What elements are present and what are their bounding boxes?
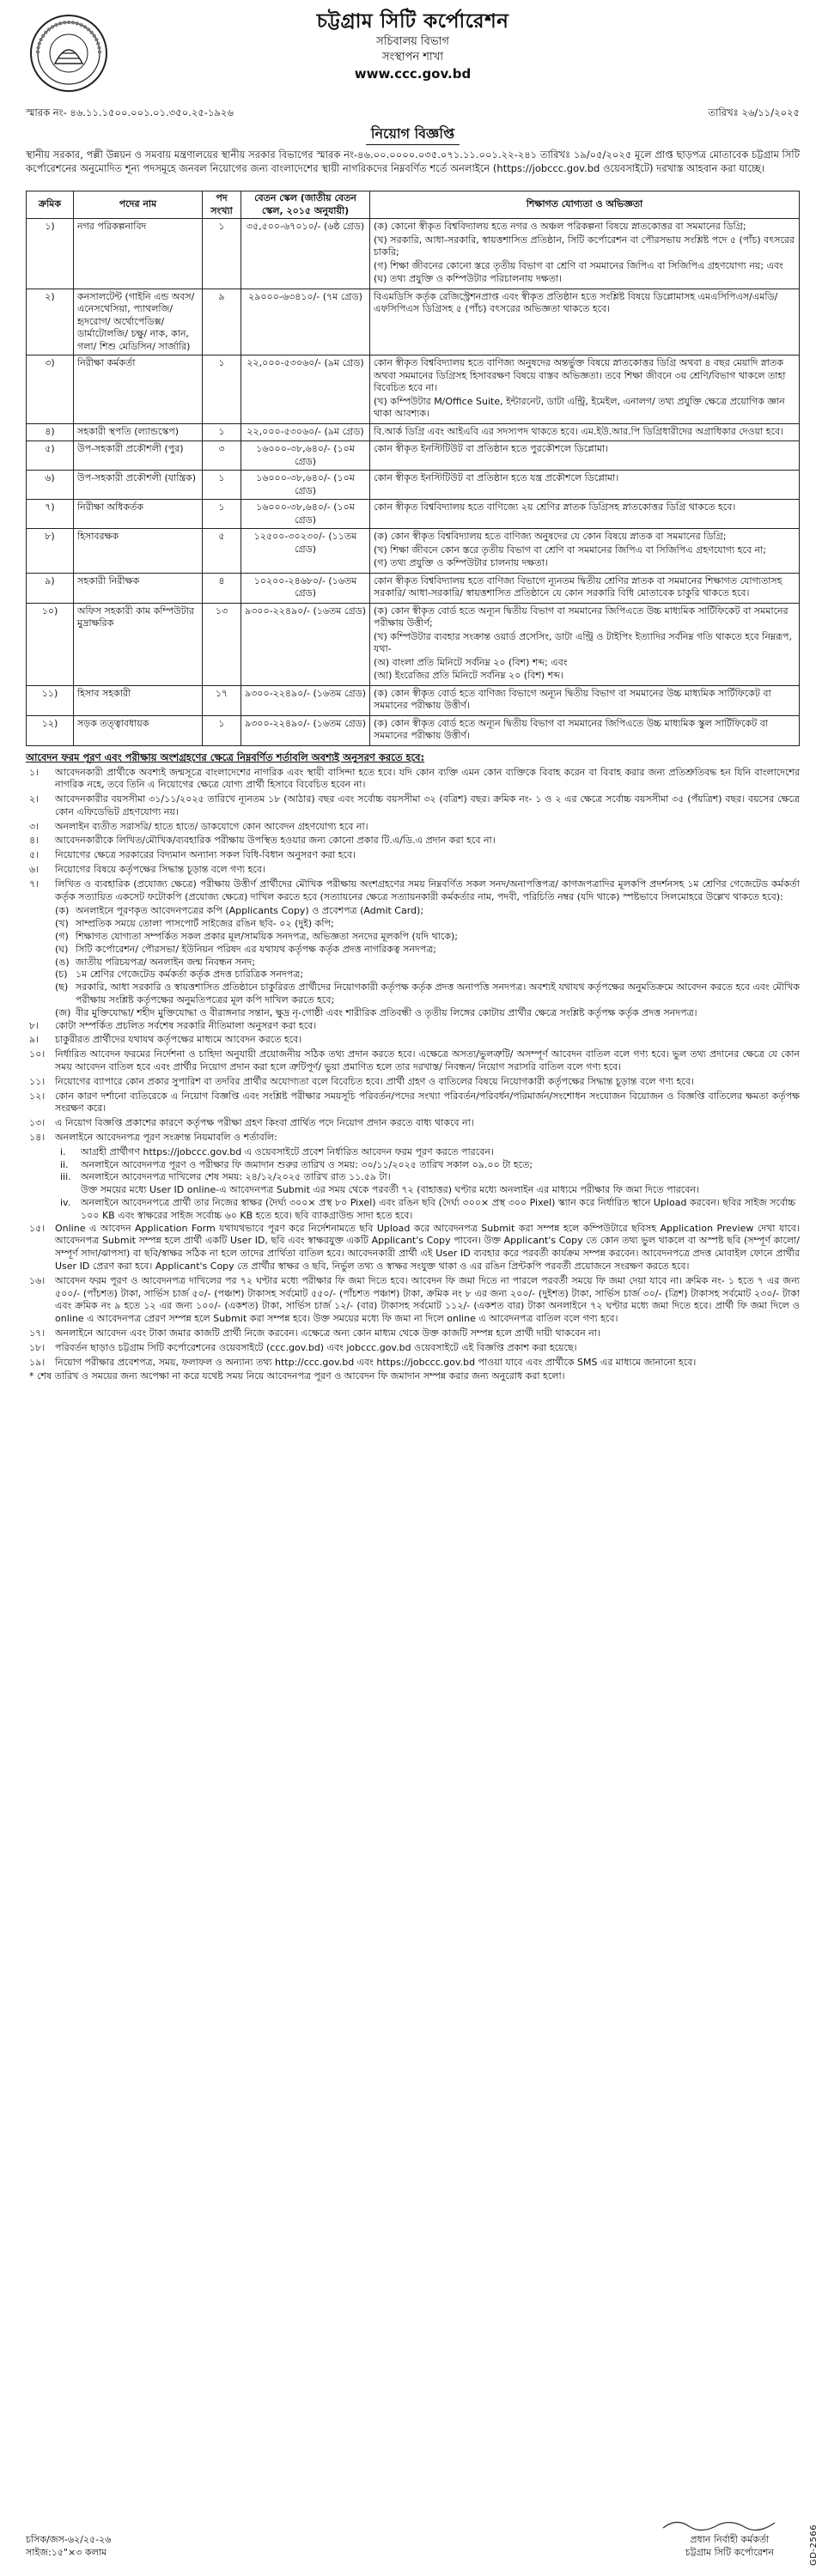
table-header-row	[27, 191, 800, 219]
cell-qualification	[370, 423, 800, 441]
cell-qualification	[370, 685, 800, 715]
department-name: সচিবালয় বিভাগ	[376, 35, 449, 48]
condition-item-text: আবেদনকারী প্রার্থীকে অবশ্যই জন্মসূত্রে বাংলাদেশের নাগরিক এবং স্থায়ী বাসিন্দা হতে হবে। যদি কোন ব্যক্তি এমন কোন ব্যক্তিকে বিবাহ করেন বা বিবাহ করার জন্য প্রতিশ্রুতিবদ্ধ হন যিনি বাংলাদেশের নাগরিক নহে, তবে তিনি এ নিয়োগের ক্ষেত্রে যোগ্য প্রার্থী হিসাবে বিবেচিত হবেন না।	[55, 766, 800, 791]
notice-title: নিয়োগ বিজ্ঞপ্তি	[366, 124, 460, 145]
cell-serial: ১)	[27, 219, 74, 289]
condition-item-text: নিয়োগের বিষয়ে কর্তৃপক্ষের সিদ্ধান্ত চূড়ান্ত বলে গণ্য হবে।	[55, 864, 265, 876]
qualification-line: বি.আর্ক ডিগ্রি এবং আইএবি এর সদস্যপদ থাকতে হবে। এম.ইউ.আর.পি ডিগ্রিধারীদের অগ্রাধিকার দেওয়া হবে।	[374, 425, 784, 437]
cell-pay-scale: ১৬০০০-৩৮,৬৪০/- (১০ম গ্রেড)	[241, 500, 370, 529]
qualification-line: বিএমডিসি কর্তৃক রেজিস্ট্রেশনপ্রাপ্ত এবং স্বীকৃত প্রতিষ্ঠান হতে সংশ্লিষ্ট বিষয়ে ডিপ্লোমাসহ এমএসিপিএস/এমডি/এফসিপিএস ডিগ্রিসহ ৫ (পাঁচ) বৎসরের অভিজ্ঞতা থাকতে হবে।	[374, 290, 778, 314]
table-row	[27, 529, 800, 574]
condition-item-number: ১৮।	[29, 1341, 46, 1353]
cell-pay-scale: ২৯০০০-৬৩৪১০/- (৭ম গ্রেড)	[241, 289, 370, 355]
memo-number: স্মারক নং- ৪৬.১১.১৫০০.০০১.০১.৩৫০.২৫-১৯২৬	[26, 106, 234, 118]
condition-item-number: ৪।	[29, 835, 40, 847]
cell-post-name: হিসাব সহকারী	[74, 685, 203, 715]
condition-item-number: ৭।	[29, 878, 40, 890]
online-rule-item-number: iii.	[60, 1171, 71, 1183]
condition-item	[26, 1117, 800, 1130]
document-item	[26, 981, 800, 1007]
cell-qualification	[370, 715, 800, 745]
intro-paragraph: স্থানীয় সরকার, পল্লী উন্নয়ন ও সমবায় মন্ত্রণালয়ের স্থানীয় সরকার বিভাগের স্মারক নং-৪৬.০০.০০০০.০৩৫.০৭১.১১.০০১.২২-২৪১ তারিখঃ ১৯/০৫/২০২৫ মূলে প্রাপ্ত ছাড়পত্র মোতাবেক চট্টগ্রাম সিটি কর্পোরেশনের অনুমোদিত শূন্য পদসমূহে জনবল নিয়োগের জন্য বাংলাদেশের স্থায়ী নাগরিকদের নিম্নবর্ণিত শর্তে অনলাইনে (https://jobccc.gov.bd ওয়েবসাইটে) দরখাস্ত আহবান করা যাচ্ছে।	[26, 149, 800, 174]
condition-item-text: আবেদন ফরম পূরণ ও আবেদনপত্র দাখিলের পর ৭২ ঘণ্টার মধ্যে পরীক্ষার ফি জমা দিতে হবে। আবেদন ফি জমা দিতে না পারলে পরবর্তী সময়ে ফি জমা দেয়া যাবে না। ক্রমিক নং- ১ হতে ৭ এর জন্য ৫০০/- (পাঁচশত) টাকা, সার্ভিস চার্জ ৫০/- (পঞ্চাশ) টাকাসহ সর্বমোট ৫৫০/- (পাঁচশত পঞ্চাশ) টাকা, ক্রমিক নং ৮ এর জন্য ২০০/- (দুইশত) টাকা, সার্ভিস চার্জ ৩০/- (ত্রিশ) টাকাসহ সর্বমোট ২৩০/- টাকা এবং ক্রমিক নং ৯ হতে ১২ এর জন্য ১০০/- (একশত) টাকা, সার্ভিস চার্জ ১২/- (বার) টাকাসহ সর্বমোট ১১২/- (একশত বার) টাকা অনলাইনে ৭২ ঘণ্টার মধ্যে জমা দিতে হবে। প্রার্থী ফি জমা দিলে ও online এ আবেদনপত্র প্রেরণ সম্পন্ন হলে Submit করা সম্পন্ন হবে। উক্ত সময়ের মধ্যে ফি জমা না দিলে online এ আবেদনপত্র বাতিল বলে গণ্য হবে।	[55, 1274, 800, 1325]
document-item-number: (ক)	[55, 905, 70, 917]
online-rule-item	[26, 1184, 800, 1197]
signer-block	[685, 2533, 774, 2559]
cell-post-count: ১	[203, 715, 241, 745]
condition-item-number: ১২।	[29, 1090, 46, 1102]
condition-item-number: ১৩।	[29, 1117, 46, 1129]
online-rule-item-number: ii.	[60, 1158, 69, 1170]
table-row	[27, 219, 800, 289]
online-rule-item-number: iv.	[60, 1197, 71, 1208]
condition-item-text: Online এ আবেদন Application Form যথাযথভাবে পূরণ করে নির্দেশনামতে ছবি Upload করে আবেদনপত্র Submit করা সম্পন্ন হলে কম্পিউটারে ছবিসহ Application Preview দেখা যাবে। আবেদনপত্র Submit সম্পন্ন হলে প্রার্থী একটি User ID, ছবি এবং স্বাক্ষরযুক্ত একটি Applicant's Copy পাবেন। উক্ত Applicant's Copy তে কোন তথ্য ভুল থাকলে বা অস্পষ্ট ছবি (সম্পূর্ণ কালো/সম্পূর্ণ সাদা/ঝাপসা) বা ছবি/স্বাক্ষর সঠিক না হলে তাদের প্রার্থিতা বাতিল হবে। আবেদনকারী প্রার্থী এই User ID ব্যবহার করে পরবর্তী কার্যক্রম সম্পন্ন করবেন। আবেদনপত্রে প্রদত্ত মোবাইল ফোনে প্রার্থীর User ID প্রেরণ করা হবে। Applicant's Copy তে প্রার্থীর স্বাক্ষর ও ছবি, নির্ভুল তথ্য ও স্বাক্ষর সংযুক্ত থাকা ও এর রঙিন প্রিন্টকপি পরবর্তী প্রয়োজনে সংরক্ষণ করতে হবে।	[55, 1222, 800, 1272]
condition-item	[26, 1076, 800, 1089]
website-link[interactable]: www.ccc.gov.bd	[354, 66, 472, 82]
cell-post-name: উপ-সহকারী প্রকৌশলী (যান্ত্রিক)	[74, 471, 203, 500]
cell-qualification	[370, 500, 800, 529]
col-header-qualification: শিক্ষাগত যোগ্যতা ও অভিজ্ঞতা	[370, 191, 800, 219]
qualification-line: কোন স্বীকৃত বিশ্ববিদ্যালয় হতে বাণিজ্য বিভাগে ন্যূনতম দ্বিতীয় শ্রেণির স্নাতক বা সমমানের শিক্ষাগত যোগ্যতাসহ সরকারি/ আধা-সরকারি/ স্বায়ত্তশাসিত প্রতিষ্ঠানে যে কোন সরকারি বিধি মোতাবেক চাকুরি থাকতে হবে।	[374, 574, 782, 598]
document-item	[26, 1007, 800, 1020]
online-rule-item	[26, 1171, 800, 1184]
document-item-number: (ঘ)	[55, 943, 69, 955]
cell-serial: ৫)	[27, 441, 74, 471]
cell-qualification	[370, 289, 800, 355]
notice-title-wrap	[26, 124, 800, 148]
online-rule-item	[26, 1159, 800, 1172]
cell-serial: ১১)	[27, 685, 74, 715]
table-row	[27, 441, 800, 471]
vacancy-table	[26, 191, 800, 746]
col-header-scale: বেতন স্কেল (জাতীয় বেতন স্কেল, ২০১৫ অনুযায়ী)	[241, 191, 370, 219]
qualification-line: কোন স্বীকৃত ইনস্টিটিউট বা প্রতিষ্ঠান হতে যন্ত্র প্রকৌশলে ডিপ্লোমা।	[374, 472, 619, 483]
condition-item	[26, 793, 800, 819]
qualification-line: (খ) শিক্ষা জীবনে কোন স্তরে তৃতীয় বিভাগ বা শ্রেণি বা সমমানের জিপিএ বা সিজিপিএ গ্রহণযোগ্য হবে না;	[374, 544, 766, 556]
cell-qualification	[370, 471, 800, 500]
letterhead	[26, 9, 800, 105]
condition-item	[26, 1223, 800, 1273]
condition-item-number: ১৪।	[29, 1132, 46, 1144]
condition-item	[26, 835, 800, 848]
condition-item-number: ৫।	[29, 849, 40, 861]
document-item	[26, 957, 800, 969]
qualification-line: (অ) বাংলা প্রতি মিনিটে সর্বনিম্ন ২০ (বিশ) শব্দ; এবং	[374, 656, 568, 668]
conditions-list	[26, 767, 800, 1384]
condition-item-text: আবেদনকারীকে লিখিত/মৌখিক/ব্যবহারিক পরীক্ষায় উপস্থিত হওয়ার জন্য কোনো প্রকার টি.এ/ডি.এ প্রদান করা হবে না।	[55, 835, 496, 847]
document-item-number: (ঙ)	[55, 956, 70, 968]
cell-serial: ১২)	[27, 715, 74, 745]
cell-pay-scale: ৩৫,৫০০-৬৭০১০/- (৬ষ্ঠ গ্রেড)	[241, 219, 370, 289]
publication-code: চসিক/জস-৬২/২৫-২৬	[26, 2534, 112, 2545]
document-item-text: সরকারি, আধা সরকারি ও স্বায়ত্তশাসিত প্রতিষ্ঠানে চাকুরিরত প্রার্থীদের নিয়োগকারী কর্তৃপক্ষ কর্তৃক প্রদত্ত অনাপত্তি সনদপত্র। অবশ্যই যথাযথ কর্তৃপক্ষের অনুমতিক্রমে আবেদন করতে হবে এবং মৌখিক পরীক্ষায় সংশ্লিষ্ট কর্তৃপক্ষের অনুমতিপত্রের মূল কপি দাখিল করতে হবে;	[76, 981, 800, 1006]
cell-serial: ৯)	[27, 573, 74, 603]
condition-item	[26, 1327, 800, 1340]
qualification-line: কোন স্বীকৃত ইনস্টিটিউট বা প্রতিষ্ঠান হতে পুরকৌশলে ডিপ্লোমা।	[374, 443, 609, 454]
document-item	[26, 944, 800, 957]
condition-item	[26, 1034, 800, 1047]
qualification-line: (খ) সরকারি, আধা-সরকারি, স্বায়ত্তশাসিত প্রতিষ্ঠান, সিটি কর্পোরেশন বা পৌরসভায় সংশ্লিষ্ট পদে ৫ (পাঁচ) বৎসরের চাকরি;	[374, 234, 795, 258]
cell-post-count: ১	[203, 423, 241, 441]
qualification-line: (গ) তথ্য প্রযুক্তি ও কম্পিউটার চালনায় দক্ষতা।	[374, 557, 548, 568]
document-item-text: জাতীয় পরিচয়পত্র/ অনলাইন জন্ম নিবন্ধন সনদ;	[76, 956, 256, 968]
signature	[659, 2516, 779, 2533]
online-rule-item-number: i.	[60, 1145, 66, 1157]
condition-item	[26, 849, 800, 862]
condition-item-number: ৮।	[29, 1019, 40, 1031]
cell-post-name: হিসাবরক্ষক	[74, 529, 203, 574]
qualification-line: (খ) কম্পিউটার M/Office Suite, ইন্টারনেট, ডাটা এন্ট্রি, ইমেইল, এনালগ/ তথ্য প্রযুক্তি ক্ষেত্রে প্রয়োগিক জ্ঞান থাকা আবশ্যক।	[374, 395, 785, 419]
condition-item-number: ৬।	[29, 864, 40, 876]
reference-line	[26, 105, 800, 124]
condition-item	[26, 1357, 800, 1370]
table-row	[27, 573, 800, 603]
condition-item-number: ১।	[29, 766, 40, 778]
cell-post-name: কনসালটেন্ট (গাইনি এন্ড অবস/ এনেসথেসিয়া, প্যাথলজি/ হৃদরোগ/ অর্থোপেডিক্স/ ডার্মাটোলজি/ চক্ষু/ নাক, কান, গলা/ শিশু মেডিসিন/ সার্জারি)	[74, 289, 203, 355]
ad-size: সাইজ:১৫"×৩ কলাম	[26, 2547, 107, 2558]
condition-item	[26, 1132, 800, 1145]
table-row	[27, 289, 800, 355]
corporation-logo	[29, 14, 108, 93]
cell-post-count: ৫	[203, 529, 241, 574]
cell-post-count: ৩	[203, 441, 241, 471]
issue-date: তারিখঃ ২৬/১১/২০২৫	[708, 106, 800, 118]
condition-item-text: আবেদনকারীর বয়সসীমা ৩১/১১/২০২৫ তারিখে ন্যূনতম ১৮ (আঠার) বছর এবং সর্বোচ্চ বয়সসীমা ৩২ (বত্রিশ) বছর। ক্রমিক নং- ১ ও ২ এর ক্ষেত্রে সর্বোচ্চ বয়সসীমা ৩৫ (পঁয়ত্রিশ) বছর। বয়সের ক্ষেত্রে কোন এফিডেভিট গ্রহণযোগ্য নয়।	[55, 793, 800, 817]
cell-qualification	[370, 355, 800, 424]
cell-pay-scale: ২২,০০০-৫৩০৬০/- (৯ম গ্রেড)	[241, 355, 370, 424]
cell-pay-scale: ৯৩০০-২২৪৯০/- (১৬তম গ্রেড)	[241, 603, 370, 685]
condition-item-number: ১৬।	[29, 1274, 46, 1286]
condition-item	[26, 1342, 800, 1355]
cell-post-count: ১	[203, 471, 241, 500]
condition-item	[26, 864, 800, 877]
table-row	[27, 715, 800, 745]
condition-item-text: লিখিত ও ব্যবহারিক (প্রযোজ্য ক্ষেত্রে) পরীক্ষায় উত্তীর্ণ প্রার্থীদের মৌখিক পরীক্ষায় অংশগ্রহণের সময় নিম্নবর্ণিত সকল সনদ/অনাপত্তিপত্র/ কাগজপত্রাদির মূলকপি প্রদর্শনসহ ১ম শ্রেণির গেজেটেড কর্মকর্তা কর্তৃক সত্যায়িত একসেট ফটোকপি (প্রযোজ্য ক্ষেত্রে) দাখিল করতে হবে (সত্যায়নের ক্ষেত্রে সত্যায়নকারী কর্মকর্তার নাম, পদবী, পরিচিতি নম্বর (যদি থাকে) স্পষ্টভাবে সিলমোহরে উল্লেখ থাকতে হবে):	[55, 878, 800, 902]
condition-item-number: ১০।	[29, 1048, 46, 1060]
cell-post-name: নগর পরিকল্পনাবিদ	[74, 219, 203, 289]
vacancy-table-body	[27, 219, 800, 746]
condition-item-text: অনলাইনে আবেদনপত্র পূরণ সংক্রান্ত নিয়মাবলি ও শর্তাবলি:	[55, 1132, 277, 1144]
online-rule-item-text: আগ্রহী প্রার্থীগণ https://jobccc.gov.bd এ ওয়েবসাইটে প্রবেশ নির্ধারিত আবেদন ফরম পূরণ করতে পারবেন।	[81, 1145, 494, 1157]
condition-item-text: কোন কারণ দর্শানো ব্যতিরেকে এ নিয়োগ বিজ্ঞপ্তি এবং সংশ্লিষ্ট পরীক্ষার সময়সূচি পরিবর্তন/পদের সংখ্যা পরিবর্তন/পরিবর্ধন/পরিমার্জন/সংশোধন সংযোজন বিয়োজন ও বিজ্ঞপ্তি বাতিলের ক্ষমতা কর্তৃপক্ষ সংরক্ষণ করে।	[55, 1090, 800, 1115]
signer-organization: চট্টগ্রাম সিটি কর্পোরেশন	[685, 2547, 774, 2558]
cell-pay-scale: ১৬০০০-৩৮,৬৪০/- (১০ম গ্রেড)	[241, 471, 370, 500]
online-rule-item-text: অনলাইনে আবেদনপত্রে প্রার্থী তার নিজের স্বাক্ষর (দৈর্ঘ্য ৩০০× প্রস্থ ৮০ Pixel) এবং রঙিন ছবি (দৈর্ঘ্য ৩০০× প্রস্থ ৩০০ Pixel) স্ক্যান করে নির্ধারিত স্থানে Upload করবেন। ছবির সাইজ সর্বোচ্চ ১০০ KB এবং স্বাক্ষরের সাইজ সর্বোচ্চ ৬০ KB হতে হবে। ছবি ব্যাকগ্রাউন্ড সাদা হতে হবে।	[81, 1197, 796, 1221]
document-item	[26, 905, 800, 918]
document-item	[26, 918, 800, 931]
condition-item	[26, 878, 800, 904]
organization-name: চট্টগ্রাম সিটি কর্পোরেশন	[316, 10, 509, 33]
cell-pay-scale: ২২,০০০-৫৩০৬০/- (৯ম গ্রেড)	[241, 423, 370, 441]
col-header-serial: ক্রমিক	[27, 191, 74, 219]
document-item-number: (জ)	[55, 1006, 71, 1018]
cell-pay-scale: ৯৩০০-২২৪৯০/- (১৬তম গ্রেড)	[241, 685, 370, 715]
condition-item-number: ৯।	[29, 1034, 40, 1046]
table-row	[27, 500, 800, 529]
condition-item-text: চাকুরীরত প্রার্থীদের যথাযথ কর্তৃপক্ষের মাধ্যমে আবেদন করতে হবে।	[55, 1034, 302, 1046]
document-item	[26, 931, 800, 944]
conditions-heading: আবেদন ফরম পূরণ এবং পরীক্ষায় অংশগ্রহণের ক্ষেত্রে নিম্নবর্ণিত শর্তাবলি অবশ্যই অনুসরণ করতে হবে:	[26, 750, 425, 763]
cell-post-name: অফিস সহকারী কাম কম্পিউটার মুদ্রাক্ষরিক	[74, 603, 203, 685]
cell-serial: ৬)	[27, 471, 74, 500]
cell-post-count: ৪	[203, 573, 241, 603]
table-row	[27, 471, 800, 500]
cell-serial: ১০)	[27, 603, 74, 685]
condition-item-number: ১১।	[29, 1075, 46, 1087]
closing-note: * শেষ তারিখ ও সময়ের জন্য অপেক্ষা না করে যথেষ্ট সময় নিয়ে আবেদনপত্র পূরণ ও আবেদন ফি জমাদান সম্পন্ন করার জন্য অনুরোধ করা হলো।	[29, 1370, 565, 1382]
condition-item-text: নিয়োগ পরীক্ষার প্রবেশপত্র, সময়, ফলাফল ও অন্যান্য তথ্য http://ccc.gov.bd এবং https://jobccc.gov.bd পাওয়া যাবে এবং প্রার্থীকে SMS এর মাধ্যমে জানানো হবে।	[55, 1356, 697, 1368]
condition-item	[26, 1091, 800, 1116]
qualification-line: (ঘ) তথ্য প্রযুক্তি ও কম্পিউটার পরিচালনায় দক্ষতা।	[374, 273, 563, 284]
signer-title: প্রধান নির্বাহী কর্মকর্তা	[690, 2534, 770, 2545]
qualification-line: (ক) কোনো স্বীকৃত বিশ্ববিদ্যালয় হতে নগর ও অঞ্চল পরিকল্পনা বিষয়ে স্নাতকোত্তর বা সমমানের ডিগ্রি;	[374, 221, 746, 232]
document-item-text: সিটি কর্পোরেশন/ পৌরসভা/ ইউনিয়ন পরিষদ এর যথাযথ কর্তৃপক্ষ কর্তৃক প্রদত্ত নাগরিকত্ব সনদপত্র;	[76, 943, 436, 955]
cell-pay-scale: ১৬০০০-৩৮,৬৪০/- (১০ম গ্রেড)	[241, 441, 370, 471]
table-row	[27, 603, 800, 685]
condition-item-number: ২।	[29, 793, 40, 805]
document-item-number: (ছ)	[55, 981, 69, 993]
condition-item-text: নিয়োগের ক্ষেত্রে সরকারের বিদ্যমান অন্যান্য সকল বিধি-বিধান অনুসরণ করা হবে।	[55, 849, 356, 861]
cell-serial: ৭)	[27, 500, 74, 529]
condition-item-text: অনলাইন ব্যতীত সরাসরি/ হাতে হাতে/ ডাকযোগে কোন আবেদন গ্রহণযোগ্য হবে না।	[55, 820, 368, 832]
qualification-line: (খ) কম্পিউটার ব্যবহার সংক্রান্ত ওয়ার্ড প্রসেসিং, ডাটা এন্ট্রি ও টাইপিং ইত্যাদির সর্বনিম্ন গতি থাকতে হবে নিম্নরূপ, যথা-	[374, 630, 792, 654]
qualification-line: কোন স্বীকৃত বিশ্ববিদ্যালয় হতে বাণিজ্যে ২য় শ্রেণির স্নাতক ডিগ্রিসহ স্নাতকোত্তর ডিগ্রি থাকতে হবে।	[374, 501, 736, 513]
online-rule-item-text: অনলাইনে আবেদনপত্র পূরণ ও পরীক্ষার ফি জমাদান শুরুর তারিখ ও সময়: ৩০/১১/২০২৫ তারিখ সকাল ০৯.০০ টা হতে;	[81, 1158, 533, 1170]
col-header-count: পদ সংখ্যা	[203, 191, 241, 219]
cell-pay-scale: ১০২০০-২৪৬৮০/- (১৬তম গ্রেড)	[241, 573, 370, 603]
cell-qualification	[370, 573, 800, 603]
cell-post-count: ১	[203, 355, 241, 424]
table-row	[27, 685, 800, 715]
document-item-number: (খ)	[55, 918, 69, 930]
footer	[26, 2533, 800, 2559]
side-code: GD-2566	[809, 2524, 819, 2567]
cell-qualification	[370, 529, 800, 574]
cell-post-name: সড়ক তত্ত্বাবধায়ক	[74, 715, 203, 745]
qualification-line: (আ) ইংরেজির প্রতি মিনিটে সর্বনিম্ন ২০ (বিশ) শব্দ।	[374, 670, 563, 681]
condition-item-number: ১৭।	[29, 1327, 46, 1339]
qualification-line: (ক) কোন স্বীকৃত বোর্ড হতে অন্যূন দ্বিতীয় বিভাগ বা সমমানের জিপিএতে উচ্চ মাধ্যমিক স্কুল সার্টিফিকেট বা সমমানের পরীক্ষায় উত্তীর্ণ।	[374, 717, 769, 741]
document-item-text: শিক্ষাগত যোগ্যতা সম্পর্কিত সকল প্রকার মূল/সাময়িক সনদপত্র, অভিজ্ঞতা সনদের মূলকপি (যদি থাকে);	[76, 931, 459, 943]
document-item-text: সাম্প্রতিক সময়ে তোলা পাসপোর্ট সাইজের রঙিন ছবি- ০২ (দুই) কপি;	[76, 918, 334, 930]
online-rule-item	[26, 1146, 800, 1159]
document-item-number: (চ)	[55, 969, 68, 981]
condition-item-text: এ নিয়োগ বিজ্ঞপ্তি প্রকাশের কারণে কর্তৃপক্ষ পরীক্ষা গ্রহণ কিংবা প্রার্থিত পদে নিয়োগ প্রদান করতে বাধ্য থাকবে না।	[55, 1117, 474, 1129]
document-item-text: ১ম শ্রেণির গেজেটেড কর্মকর্তা কর্তৃক প্রদত্ত চারিত্রিক সনদপত্র;	[76, 969, 304, 981]
condition-item-number: ১৯।	[29, 1356, 46, 1368]
document-item-text: বীর মুক্তিযোদ্ধা/ শহীদ মুক্তিযোদ্ধা ও বীরাঙ্গনার সন্তান, ক্ষুদ্র নৃ-গোষ্ঠী এবং শারীরিক প্রতিবন্ধী ও তৃতীয় লিঙ্গের কোটায় প্রার্থীর ক্ষেত্রে সংশ্লিষ্ট কর্তৃপক্ষ কর্তৃক প্রদত্ত সনদপত্র।	[76, 1006, 697, 1018]
cell-pay-scale: ১২৫০০-৩০২৩০/- (১১তম গ্রেড)	[241, 529, 370, 574]
condition-item-text: কোটা সম্পর্কিত প্রচলিত সর্বশেষ সরকারি নীতিমালা অনুসরণ করা হবে।	[55, 1019, 317, 1031]
cell-qualification	[370, 219, 800, 289]
condition-item-text: অনলাইনে আবেদন এবং টাকা জমার কাজটি প্রার্থী নিজে করবেন। এক্ষেত্রে অন্য কোন মাধ্যম থেকে উক্ত কাজটি সম্পন্ন হলে প্রার্থী দায়ী থাকবেন না।	[55, 1327, 600, 1339]
cell-serial: ২)	[27, 289, 74, 355]
cell-post-count: ১	[203, 219, 241, 289]
col-header-post: পদের নাম	[74, 191, 203, 219]
condition-item-text: পরিবর্তন ছাড়াও চট্টগ্রাম সিটি কর্পোরেশনের ওয়েবসাইটে (ccc.gov.bd) এবং jobccc.gov.bd ওয়েবসাইটে এই বিজ্ঞপ্তি প্রকাশ করা হয়েছে।	[55, 1341, 577, 1353]
cell-post-name: সহকারী নিরীক্ষক	[74, 573, 203, 603]
cell-pay-scale: ৯৩০০-২২৪৯০/- (১৬তম গ্রেড)	[241, 715, 370, 745]
condition-item-number: ১৫।	[29, 1222, 46, 1234]
document-item	[26, 969, 800, 981]
condition-item-number: ৩।	[29, 820, 40, 832]
condition-item	[26, 821, 800, 834]
condition-item	[26, 1048, 800, 1074]
cell-post-count: ১৭	[203, 685, 241, 715]
qualification-line: (ক) কোন স্বীকৃত বোর্ড হতে অন্যূন দ্বিতীয় বিভাগ বা সমমানের জিপিএতে উচ্চ মাধ্যমিক সার্টিফিকেট বা সমমানের পরীক্ষায় উত্তীর্ণ;	[374, 605, 789, 629]
qualification-line: (গ) শিক্ষা জীবনের কোনো স্তরে তৃতীয় বিভাগ বা শ্রেণি বা সমমানের জিপিএ বা সিজিপিএ গ্রহণযোগ্য নয়; এবং	[374, 259, 783, 271]
cell-post-name: নিরীক্ষা কর্মকর্তা	[74, 355, 203, 424]
cell-serial: ৮)	[27, 529, 74, 574]
qualification-line: কোন স্বীকৃত বিশ্ববিদ্যালয় হতে বাণিজ্য অনুষদের অন্তর্ভুক্ত বিষয়ে স্নাতকোত্তর ডিগ্রি অথবা ৪ বছর মেয়াদি স্নাতক অথবা সমমানের ডিগ্রিসহ হিসাবরক্ষণ বিষয়ে বাস্তব অভিজ্ঞতা। তবে শিক্ষা জীবনে ৩য় শ্রেণি/বিভাগ থাকলে তাহা বিবেচিত হবে না।	[374, 357, 786, 393]
cell-post-count: ৯	[203, 289, 241, 355]
cell-qualification	[370, 603, 800, 685]
section-name: সংস্থাপন শাখা	[381, 51, 444, 64]
cell-post-name: উপ-সহকারী প্রকৌশলী (পুর)	[74, 441, 203, 471]
document-item-text: অনলাইনে পূরণকৃত আবেদনপত্রের কপি (Applicants Copy) ও প্রবেশপত্র (Admit Card);	[76, 905, 424, 917]
document-item-number: (গ)	[55, 931, 69, 943]
cell-serial: ৩)	[27, 355, 74, 424]
condition-item-text: নির্ধারিত আবেদন ফরমের নির্দেশনা ও চাহিদা অনুযায়ী প্রয়োজনীয় সঠিক তথ্য প্রদান করতে হবে। এক্ষেত্রে অসত্য/ভুলত্রুটি/ অসম্পূর্ণ আবেদন বাতিল বলে গণ্য হবে। ভুল তথ্য প্রদানের ক্ষেত্রে যে কোন সময় আবেদন বাতিল হবে এবং প্রার্থীর নিয়োগ প্রদান করা হলে ত্রুটিপূর্ণ/ ভুয়া প্রমাণিত হলে তার দরখাস্ত/ নিবন্ধন/ নিয়োগ সরাসরি বাতিল বলে গণ্য হবে।	[55, 1048, 800, 1073]
condition-item	[26, 767, 800, 793]
cell-serial: ৪)	[27, 423, 74, 441]
qualification-line: (ক) কোন স্বীকৃত বিশ্ববিদ্যালয় হতে বাণিজ্য অনুষদের যে কোন বিষয়ে স্নাতক বা সমমানের ডিগ্রি;	[374, 531, 727, 542]
online-rule-item-text: অনলাইনে আবেদনপত্র দাখিলের শেষ সময়: ২৪/১২/২০২৫ তারিখ রাত ১১.৫৯ টা।	[81, 1171, 391, 1183]
condition-item	[26, 1020, 800, 1033]
condition-item	[26, 1275, 800, 1326]
cell-post-name: নিরীক্ষা অধিকর্তক	[74, 500, 203, 529]
online-rule-item-text: উক্ত সময়ের মধ্যে User ID online-এ আবেদনপত্র Submit এর সময় থেকে পরবর্তী ৭২ (বাহাত্তর) ঘণ্টার মধ্যে অনলাইন এর মাধ্যমে পরীক্ষার ফি জমা দিতে পারবেন।	[81, 1184, 699, 1196]
online-rule-item	[26, 1197, 800, 1223]
condition-item-text: নিয়োগের ব্যাপারে কোন প্রকার সুপারিশ বা তদবির প্রার্থীর অযোগ্যতা বলে বিবেচিত হবে। প্রার্থী গ্রহণ ও বাতিলের বিষয়ে নিয়োগকারী কর্তৃপক্ষের সিদ্ধান্ত চূড়ান্ত বলে গণ্য হবে।	[55, 1075, 694, 1087]
cell-post-count: ১	[203, 500, 241, 529]
cell-post-count: ১৩	[203, 603, 241, 685]
cell-qualification	[370, 441, 800, 471]
table-row	[27, 355, 800, 424]
table-row	[27, 423, 800, 441]
cell-post-name: সহকারী স্থপতি (ল্যান্ডস্কেপ)	[74, 423, 203, 441]
qualification-line: (ক) কোন স্বীকৃত বোর্ড হতে বাণিজ্য বিভাগে অন্যূন দ্বিতীয় বিভাগ বা সমমানের উচ্চ মাধ্যমিক সার্টিফিকেট বা সমমানের পরীক্ষায় উত্তীর্ণ।	[374, 687, 771, 711]
